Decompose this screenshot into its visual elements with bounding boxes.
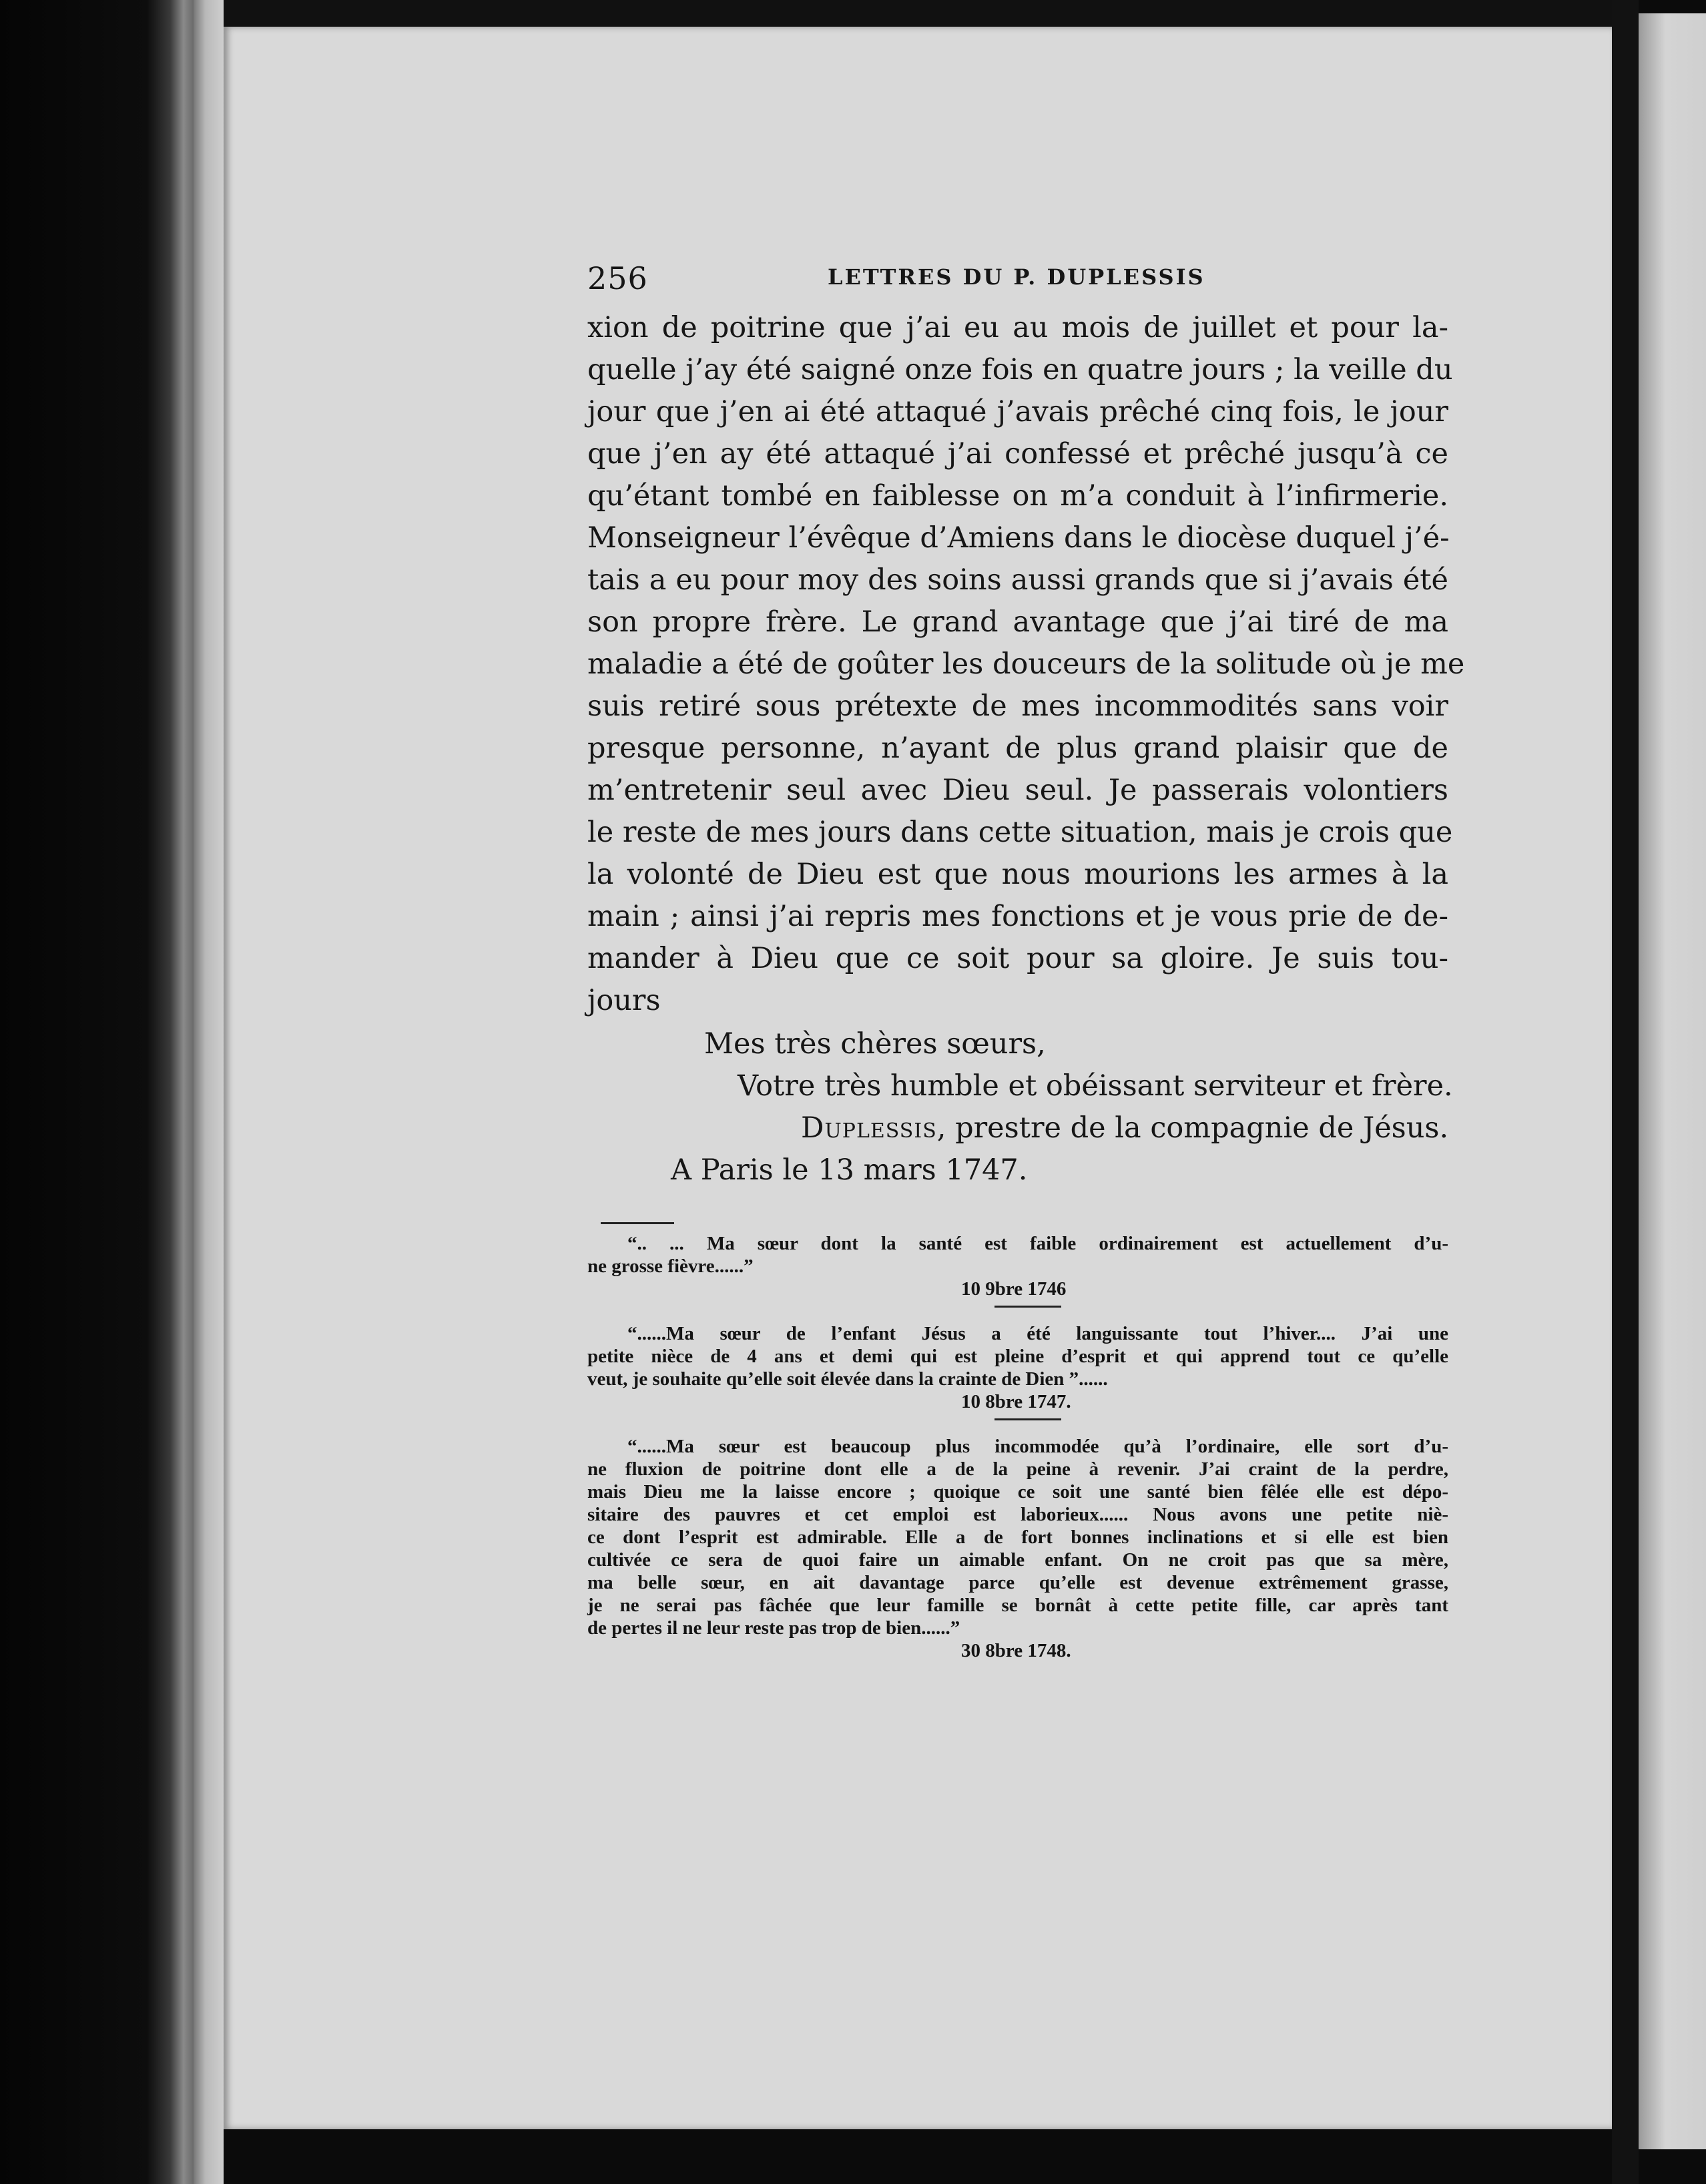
footnote-2 <box>587 1322 1448 1413</box>
footnote-line: “......Ma sœur de l’enfant Jésus a été languissante tout l’hiver.... J’ai une <box>627 1323 1448 1344</box>
body-line: maladie a été de goûter les douceurs de la solitude où je me <box>587 647 1465 681</box>
body-line: le reste de mes jours dans cette situation, mais je crois que <box>587 816 1453 849</box>
page-content <box>587 254 1465 1665</box>
footnote-separator <box>994 1306 1061 1308</box>
signature-title: , prestre de la compagnie de Jésus. <box>936 1111 1449 1145</box>
footnote-separator <box>994 1418 1061 1420</box>
footnote-line: ne fluxion de poitrine dont elle a de la peine à revenir. J’ai craint de la perdre, <box>587 1458 1448 1480</box>
footnote-date: 30 8bre 1748. <box>961 1640 1071 1661</box>
adjacent-page-edge <box>1639 13 1706 2149</box>
book-gutter-right <box>1612 0 1639 2184</box>
footnote-date: 10 8bre 1747. <box>961 1391 1071 1412</box>
footnote-line: mais Dieu me la laisse encore ; quoique ce soit une santé bien fêlée elle est dépo- <box>587 1481 1448 1503</box>
footnotes <box>587 1222 1448 1662</box>
closing-salutation: Mes très chères sœurs, <box>704 1027 1046 1061</box>
body-line: m’entretenir seul avec Dieu seul. Je passerais volontiers <box>587 774 1448 807</box>
body-line: xion de poitrine que j’ai eu au mois de juillet et pour la- <box>587 311 1448 344</box>
body-line: tais a eu pour moy des soins aussi grands que si j’avais été <box>587 563 1448 597</box>
body-line: main ; ainsi j’ai repris mes fonctions et je vous prie de de- <box>587 900 1448 933</box>
footnote-line: “.. ... Ma sœur dont la santé est faible ordinairement est actuellement d’u- <box>627 1233 1448 1254</box>
footnote-line: “......Ma sœur est beaucoup plus incommodée qu’à l’ordinaire, elle sort d’u- <box>627 1436 1448 1457</box>
body-line: qu’étant tombé en faiblesse on m’a conduit à l’infirmerie. <box>587 479 1448 513</box>
body-line: que j’en ay été attaqué j’ai confessé et prêché jusqu’à ce <box>587 437 1448 471</box>
footnote-line: ce dont l’esprit est admirable. Elle a de fort bonnes inclinations et si elle est bien <box>587 1527 1448 1548</box>
body-line: presque personne, n’ayant de plus grand plaisir que de <box>587 732 1448 765</box>
footnote-1 <box>587 1232 1448 1300</box>
letter-closing <box>587 1023 1453 1191</box>
body-line: son propre frère. Le grand avantage que j’ai tiré de ma <box>587 605 1448 639</box>
body-line: jour que j’en ai été attaqué j’avais prêché cinq fois, le jour <box>587 395 1448 429</box>
signature-line <box>587 1107 1448 1149</box>
body-line: mander à Dieu que ce soit pour sa gloire. Je suis tou- <box>587 942 1448 975</box>
page-number: 256 <box>587 260 648 296</box>
closing-signoff: Votre très humble et obéissant serviteur et frère. <box>738 1069 1453 1103</box>
body-line: Monseigneur l’évêque d’Amiens dans le diocèse duquel j’é- <box>587 521 1450 555</box>
running-title: LETTRES DU P. DUPLESSIS <box>828 264 1205 290</box>
footnote-line: ne grosse fièvre......” <box>587 1256 754 1277</box>
running-head <box>587 254 1448 307</box>
footnote-line: de pertes il ne leur reste pas trop de bien......” <box>587 1617 960 1639</box>
body-line: quelle j’ay été saigné onze fois en quatre jours ; la veille du <box>587 353 1453 386</box>
scan-border-bottom <box>224 2129 1612 2184</box>
footnote-line: veut, je souhaite qu’elle soit élevée dans la crainte de Dien ”...... <box>587 1368 1108 1390</box>
footnote-line: petite nièce de 4 ans et demi qui est pleine d’esprit et qui apprend tout ce qu’elle <box>587 1346 1448 1367</box>
letter-body <box>587 307 1465 1022</box>
body-line: la volonté de Dieu est que nous mourions les armes à la <box>587 858 1448 891</box>
signature-name: Duplessis <box>801 1111 937 1145</box>
footnote-3 <box>587 1435 1448 1662</box>
body-line: jours <box>587 984 661 1017</box>
footnote-rule <box>601 1222 674 1224</box>
footnote-line: ma belle sœur, en ait davantage parce qu’elle est devenue extrêmement grasse, <box>587 1572 1448 1593</box>
letter-date: A Paris le 13 mars 1747. <box>671 1153 1028 1187</box>
book-edge-left <box>0 0 194 2184</box>
book-spine <box>194 0 224 2184</box>
scan-border-top <box>224 0 1612 27</box>
footnote-line: sitaire des pauvres et cet emploi est laborieux...... Nous avons une petite niè- <box>587 1504 1448 1525</box>
footnote-line: cultivée ce sera de quoi faire un aimable enfant. On ne croit pas que sa mère, <box>587 1549 1448 1571</box>
footnote-date: 10 9bre 1746 <box>961 1278 1067 1300</box>
body-line: suis retiré sous prétexte de mes incommodités sans voir <box>587 690 1448 723</box>
footnote-line: je ne serai pas fâchée que leur famille se bornât à cette petite fille, car après tant <box>587 1595 1448 1616</box>
